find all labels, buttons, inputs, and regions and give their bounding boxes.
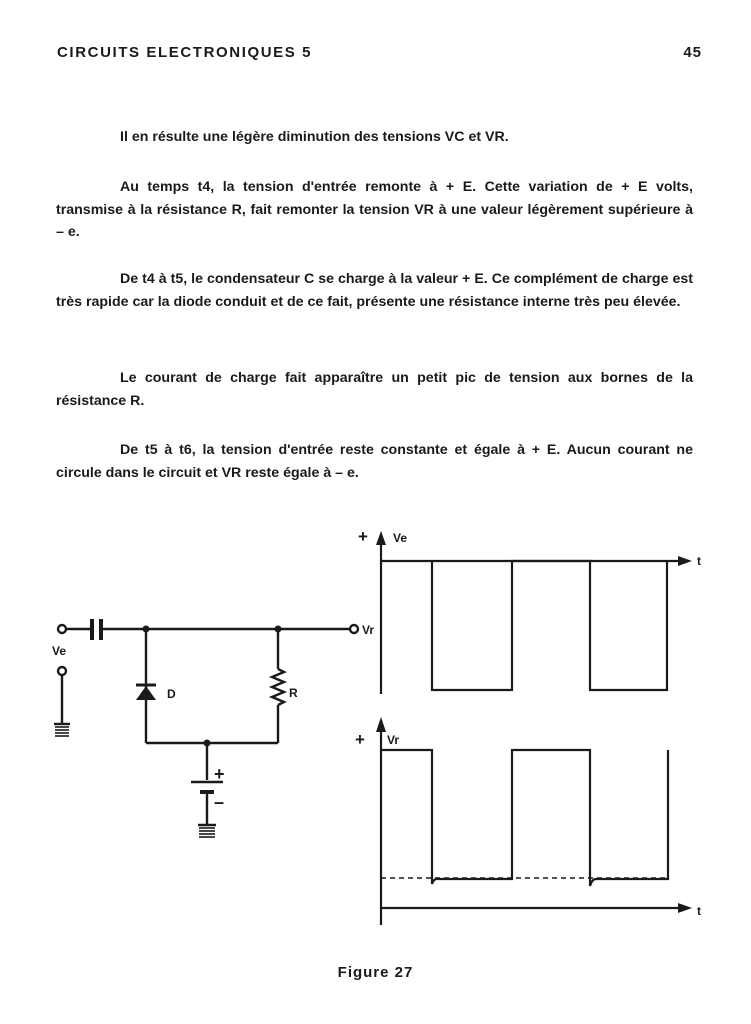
vr-time-axis-arrow	[678, 903, 692, 913]
vr-plus-sign: +	[355, 730, 365, 749]
figure-caption: Figure 27	[337, 964, 414, 981]
paragraph-2-text: Au temps t4, la tension d'entrée remonte à + E. Cette variation de + E volts, transmise à la résistance R, fait remonter la tension VR à une valeur légèrement supérieure à – e.	[56, 179, 693, 240]
output-label: Vr	[362, 623, 375, 637]
junction-dots	[143, 626, 282, 747]
vr-axis-label: Vr	[387, 733, 400, 747]
output-terminal	[350, 625, 358, 633]
input-terminal	[58, 625, 66, 633]
battery-plus-label: +	[214, 764, 225, 784]
circuit-schematic	[54, 619, 358, 837]
resistor-label: R	[289, 686, 298, 700]
vr-axis-arrow	[376, 717, 386, 732]
ground-symbol-left	[54, 724, 70, 736]
ve-plus-sign: +	[358, 527, 368, 546]
diode-symbol	[136, 685, 156, 700]
ve-time-label: t	[697, 554, 701, 568]
ve-square-wave	[432, 561, 667, 690]
resistor-symbol	[272, 669, 284, 705]
paragraph-4-text: Le courant de charge fait apparaître un petit pic de tension aux bornes de la résistance R.	[56, 370, 693, 409]
input-label: Ve	[52, 644, 67, 658]
ve-axis-label: Ve	[393, 531, 408, 545]
vr-waveform	[381, 750, 668, 886]
ground-symbol-battery	[198, 825, 216, 837]
diode-label: D	[167, 687, 176, 701]
page-number: 45	[683, 44, 702, 61]
battery-minus-label: –	[214, 792, 225, 812]
paragraph-1-text: Il en résulte une légère diminution des tensions VC et VR.	[120, 129, 509, 145]
running-title: CIRCUITS ELECTRONIQUES 5	[57, 44, 313, 61]
ve-time-axis-arrow	[678, 556, 692, 566]
paragraph-5-text: De t5 à t6, la tension d'entrée reste constante et égale à + E. Aucun courant ne circule dans le circuit et VR reste égale à – e.	[56, 442, 693, 481]
ve-axis-arrow	[376, 531, 386, 545]
graph-vr	[376, 717, 692, 925]
ground-terminal	[58, 667, 66, 675]
capacitor-symbol	[92, 619, 101, 640]
paragraph-3-text: De t4 à t5, le condensateur C se charge à la valeur + E. Ce complément de charge est très rapide car la diode conduit et de ce fait, présente une résistance interne très peu élevée.	[56, 271, 693, 310]
graph-ve	[376, 531, 692, 694]
vr-time-label: t	[697, 904, 701, 918]
